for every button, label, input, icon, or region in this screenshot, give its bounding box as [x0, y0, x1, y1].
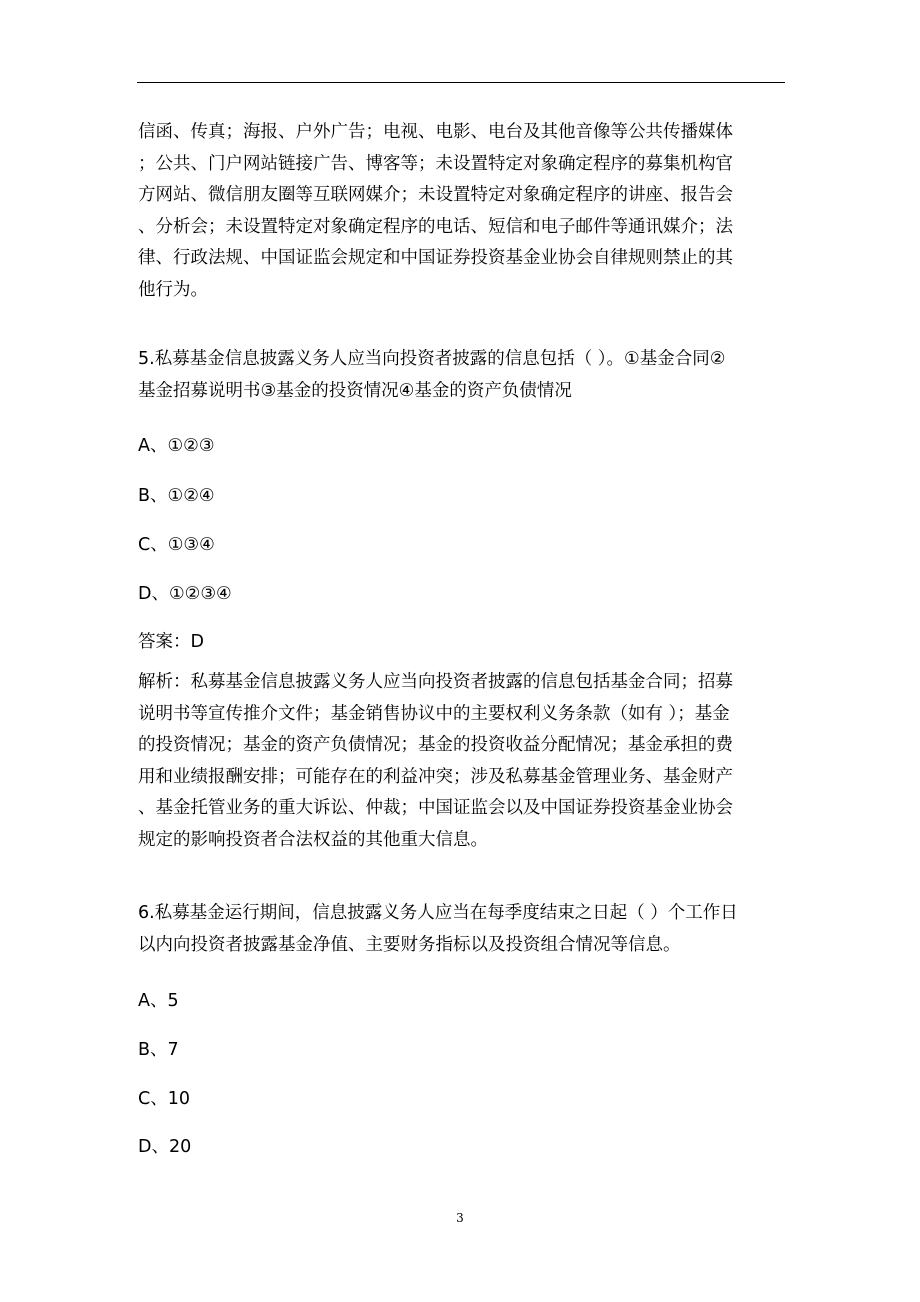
q5-option-c: C、①③④ — [138, 535, 215, 555]
text-line: 律、行政法规、中国证监会规定和中国证券投资基金业协会自律规则禁止的其 — [138, 248, 733, 268]
q6-option-c: C、10 — [138, 1089, 190, 1109]
q5-answer: 答案：D — [138, 632, 204, 652]
question-line: 5.私募基金信息披露义务人应当向投资者披露的信息包括（ ）。①基金合同② — [138, 349, 726, 369]
q6-option-a: A、5 — [138, 991, 179, 1011]
page-number: 3 — [456, 1211, 464, 1225]
text-line: 他行为。 — [138, 279, 208, 300]
text-line: ；公共、门户网站链接广告、博客等；未设置特定对象确定程序的募集机构官 — [138, 153, 733, 174]
q5-option-b: B、①②④ — [138, 486, 215, 506]
question-line: 6.私募基金运行期间，信息披露义务人应当在每季度结束之日起（ ）个工作日 — [138, 903, 738, 923]
q6-option-b: B、7 — [138, 1040, 179, 1060]
question-5 — [138, 344, 786, 407]
continuation-paragraph — [138, 117, 786, 306]
question-line: 基金招募说明书③基金的投资情况④基金的资产负债情况 — [138, 380, 572, 401]
question-line: 以内向投资者披露基金净值、主要财务指标以及投资组合情况等信息。 — [138, 934, 681, 955]
analysis-line: 的投资情况；基金的资产负债情况；基金的投资收益分配情况；基金承担的费 — [138, 735, 733, 755]
q5-option-a: A、①②③ — [138, 436, 215, 456]
analysis-line: 、基金托管业务的重大诉讼、仲裁；中国证监会以及中国证券投资基金业协会 — [138, 798, 733, 818]
text-line: 、分析会；未设置特定对象确定程序的电话、短信和电子邮件等通讯媒介；法 — [138, 216, 733, 237]
analysis-line: 说明书等宣传推介文件；基金销售协议中的主要权利义务条款（如有 ）；基金 — [138, 703, 730, 724]
analysis-line: 解析：私募基金信息披露义务人应当向投资者披露的信息包括基金合同；招募 — [138, 672, 733, 692]
analysis-line: 用和业绩报酬安排；可能存在的利益冲突；涉及私募基金管理业务、基金财产 — [138, 766, 733, 787]
text-line: 信函、传真；海报、户外广告；电视、电影、电台及其他音像等公共传播媒体 — [138, 122, 733, 142]
text-line: 方网站、微信朋友圈等互联网媒介；未设置特定对象确定程序的讲座、报告会 — [138, 185, 733, 205]
q5-option-d: D、①②③④ — [138, 584, 232, 604]
q5-analysis — [138, 667, 786, 856]
analysis-line: 规定的影响投资者合法权益的其他重大信息。 — [138, 829, 488, 850]
question-6 — [138, 898, 786, 961]
q6-option-d: D、20 — [138, 1137, 192, 1157]
header-rule — [137, 82, 785, 83]
